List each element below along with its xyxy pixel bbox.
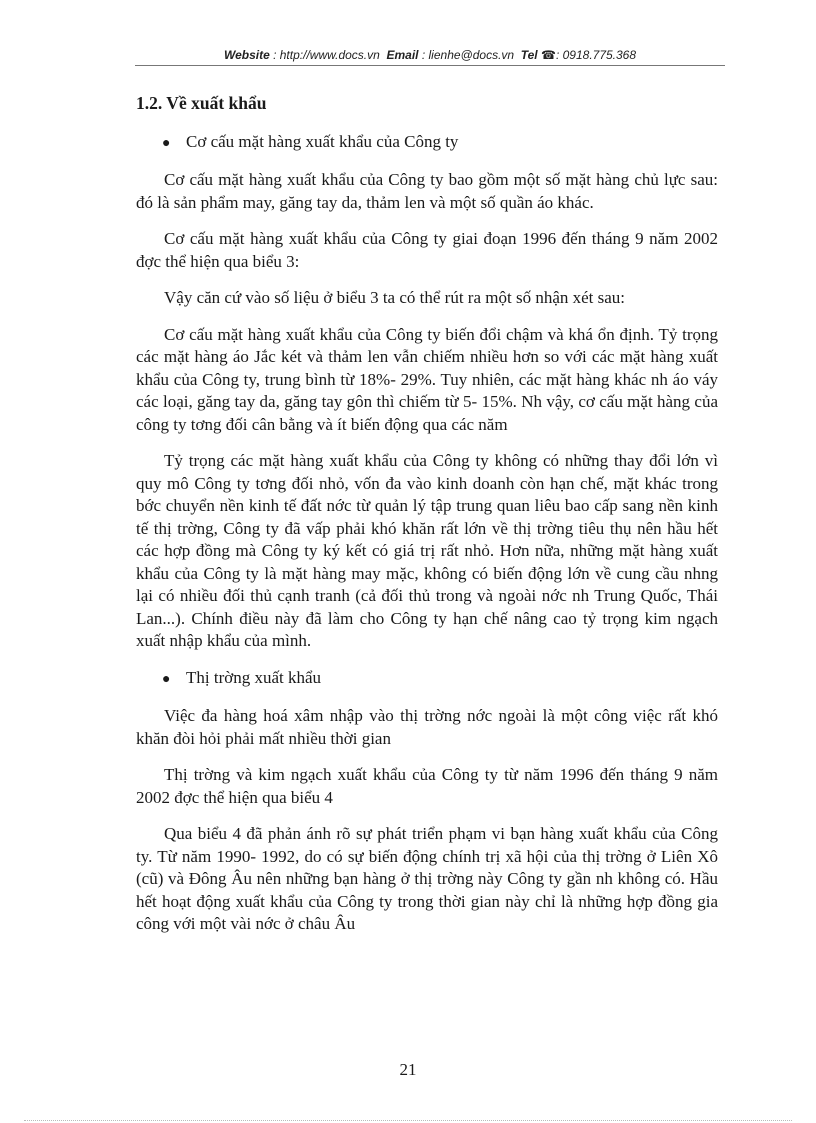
phone-icon: ☎ <box>541 48 556 62</box>
email-label: Email <box>386 48 419 62</box>
paragraph: Cơ cấu mặt hàng xuất khẩu của Công ty bao gồm một số mặt hàng chủ lực sau: đó là sản phẩm may, găng tay da, thảm len và một số quần áo khác. <box>136 170 718 212</box>
tel-value: : 0918.775.368 <box>555 48 637 62</box>
paragraph: Cơ cấu mặt hàng xuất khẩu của Công ty biến đổi chậm và khá ổn định. Tỷ trọng các mặt hàng áo Jắc két và thảm len vẫn chiếm nhiều hơn so với các mặt hàng xuất khẩu của Công ty, trung bình từ 18%- 29%. Tuy nhiên, các mặt hàng khác nh áo váy các loại, găng tay da, găng tay gôn thì chiếm từ 5- 15%. Nh vậy, cơ cấu mặt hàng của công ty tơng đối cân bằng và ít biến động qua các năm <box>136 324 718 434</box>
paragraph: Tỷ trọng các mặt hàng xuất khẩu của Công ty không có những thay đổi lớn vì quy mô Công ty tơng đối nhỏ, vốn đa vào kinh doanh còn hạn chế, mặt khác trong bớc chuyển nền kinh tế đất nớc từ quản lý tập trung quan liêu bao cấp sang nền kinh tế thị trờng, Công ty đã vấp phải khó khăn rất lớn về thị trờng tiêu thụ nên hầu hết các hợp đồng mà Công ty ký kết có giá trị rất nhỏ. Hơn nữa, những mặt hàng xuất khẩu của Công ty là mặt hàng may mặc, không có biến động lớn về cung cầu nhng lại có nhiều đối thủ cạnh tranh (cả đối thủ trong và ngoài nớc nh Trung Quốc, Thái Lan...). Chính điều này đã làm cho Công ty hạn chế nâng cao tỷ trọng kim ngạch xuất nhập khẩu của mình. <box>136 451 718 650</box>
page-number: 21 <box>399 1060 417 1079</box>
bullet-text: Thị trờng xuất khẩu <box>186 667 322 687</box>
bullet-item <box>162 667 718 692</box>
header-divider <box>135 65 725 66</box>
page-header <box>135 48 725 62</box>
bullet-text: Cơ cấu mặt hàng xuất khẩu của Công ty <box>186 131 459 151</box>
footer-divider <box>24 1120 792 1121</box>
paragraph: Qua biểu 4 đã phản ánh rõ sự phát triển phạm vi bạn hàng xuất khẩu của Công ty. Từ năm 1990- 1992, do có sự biến động chính trị xã hội của thị trờng ở Liên Xô (cũ) và Đông Âu nên những bạn hàng ở thị trờng này Công ty gần nh không có. Hầu hết hoạt động xuất khẩu của Công ty trong thời gian này chỉ là những hợp đồng gia công với một vài nớc ở châu Âu <box>136 824 718 933</box>
bullet-item <box>162 131 718 156</box>
paragraph: Thị trờng và kim ngạch xuất khẩu của Công ty từ năm 1996 đến tháng 9 năm 2002 đợc thể hiện qua biểu 4 <box>136 765 718 807</box>
paragraph: Cơ cấu mặt hàng xuất khẩu của Công ty giai đoạn 1996 đến tháng 9 năm 2002 đợc thể hiện qua biểu 3: <box>136 229 718 271</box>
section-title: 1.2. Về xuất khẩu <box>136 93 267 113</box>
document-body <box>136 92 718 950</box>
website-label: Website <box>223 48 270 62</box>
bullet-icon: ● <box>162 135 171 151</box>
tel-label: Tel <box>520 48 538 62</box>
paragraph: Việc đa hàng hoá xâm nhập vào thị trờng nớc ngoài là một công việc rất khó khăn đòi hỏi phải mất nhiều thời gian <box>136 706 718 748</box>
email-value[interactable]: : lienhe@docs.vn <box>421 48 515 62</box>
website-value[interactable]: : http://www.docs.vn <box>273 48 380 62</box>
bullet-icon: ● <box>162 671 171 687</box>
paragraph: Vậy căn cứ vào số liệu ở biểu 3 ta có thể rút ra một số nhận xét sau: <box>164 288 626 307</box>
